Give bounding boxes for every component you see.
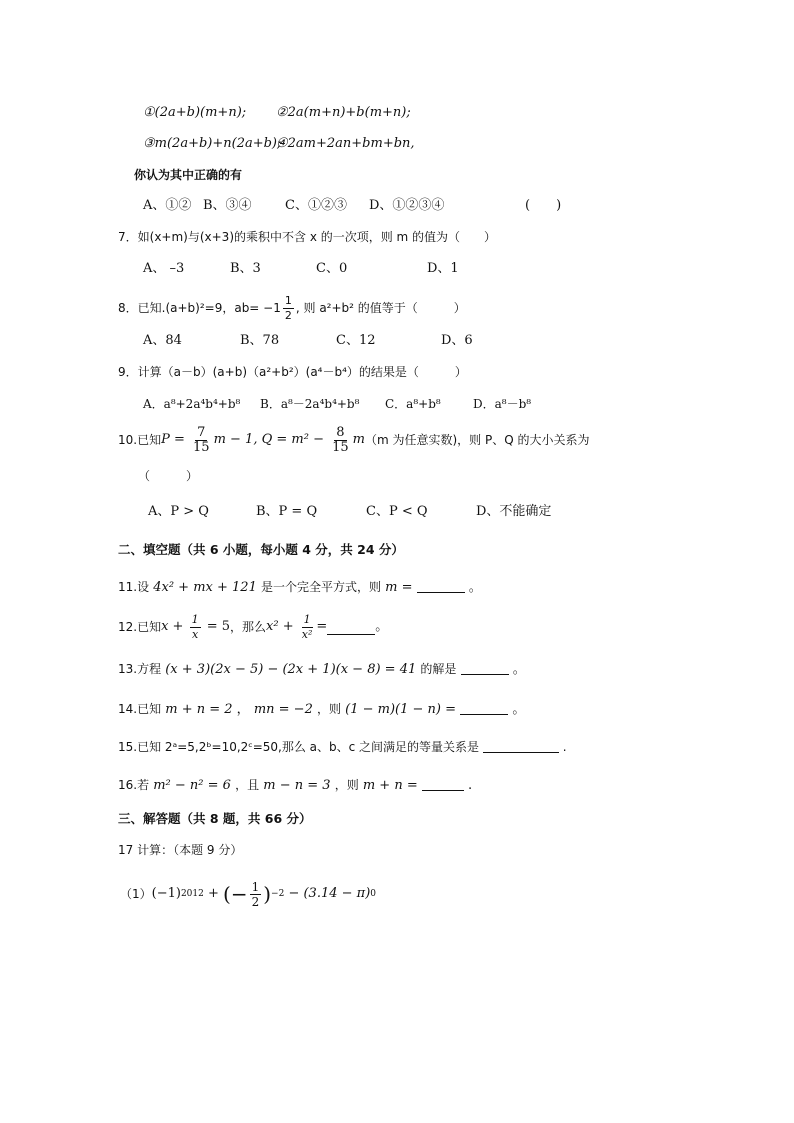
q17-stem: 17 计算：（本题 9 分） (118, 843, 243, 857)
section-3-title: 三、解答题（共 8 题，共 66 分） (118, 811, 312, 826)
q10-choice-c: C、P < Q (366, 504, 428, 519)
q13 (118, 660, 526, 679)
q9-choice-d: D．a⁸－b⁸ (473, 397, 532, 411)
q10-fraction-1 (191, 426, 212, 455)
q10-eq1: = (169, 432, 190, 447)
q10-mid1: m − 1, (213, 432, 262, 447)
q8-stem-post: , 则 a²+b² 的值等于（ ） (295, 301, 466, 315)
q10-q: Q (261, 432, 273, 447)
q14 (118, 700, 525, 719)
q6-option-1: ①(2a+b)(m+n); (143, 105, 247, 120)
q8-choice-a: A、84 (143, 333, 182, 348)
q10-fraction-2-den: 15 (332, 439, 349, 455)
q14-expr3: (1 − m)(1 − n) = (345, 702, 457, 717)
q15 (118, 738, 567, 756)
q6-choices (143, 197, 562, 215)
q17-term-2-close: ) (263, 882, 272, 906)
q10-fraction-2 (330, 426, 351, 455)
q10-fraction-1-den: 15 (193, 439, 210, 455)
q12-mid: ，那么 (230, 620, 267, 634)
q6-option-3: ③m(2a+b)+n(2a+b); (143, 136, 282, 151)
q8-stem (118, 288, 466, 328)
q14-pre: 14.已知 (118, 702, 162, 716)
q17-part-1: （1） (−1) 2012 + (− $\frac{1}{2}$ ) −2 − (3.14 − π) 0 (120, 879, 377, 909)
q12-x1: x + (161, 619, 188, 634)
q6-choice-c: C、①②③ (285, 198, 347, 213)
q6-options-line-2 (143, 135, 415, 153)
q16-mid2: ，则 (334, 778, 359, 792)
q6-options-line-1 (143, 104, 411, 122)
q11 (118, 578, 482, 597)
q13-expr: (x + 3)(2x − 5) − (2x + 1)(x − 8) = 41 (165, 662, 417, 677)
q17-term-3: − (3.14 − π) (284, 886, 371, 901)
q10-choice-d: D、不能确定 (476, 504, 552, 519)
q14-sep: ， (236, 702, 250, 717)
q16 (118, 776, 472, 795)
q9-stem: 9．计算（a－b）(a+b)（a²+b²）(a⁴－b⁴）的结果是（ ） (118, 365, 467, 379)
q14-end: 。 (512, 702, 526, 717)
q12-fraction-2 (300, 613, 315, 642)
q6-answer-paren: ( ) (525, 198, 562, 213)
q9-choices (143, 395, 532, 413)
q12-eq: = 5 (202, 619, 231, 634)
q17-part-1-label: （1） (120, 887, 152, 901)
section-2-title: 二、填空题（共 6 小题，每小题 4 分，共 24 分） (118, 542, 404, 557)
q16-answer-blank[interactable] (422, 776, 464, 791)
q8-choices (143, 332, 473, 350)
q10-choices (148, 503, 552, 521)
q8-stem-pre: 8．已知.(a+b)²=9，ab= −1 (118, 301, 281, 315)
q7-choice-d: D、1 (427, 261, 459, 276)
q16-expr3: m + n = (362, 778, 418, 793)
q6-choice-a: A、①② (143, 198, 192, 213)
q13-pre: 13.方程 (118, 662, 162, 676)
q11-var: m = (385, 580, 413, 595)
q16-pre: 16.若 (118, 778, 150, 792)
q10-eq2: = m² − (272, 432, 329, 447)
q12-answer-blank[interactable] (327, 620, 375, 635)
q17-fraction-den: 2 (251, 894, 260, 909)
q15-answer-blank[interactable] (483, 738, 559, 753)
q14-mid: ，则 (317, 702, 342, 716)
q8-choice-c: C、12 (336, 333, 376, 348)
q8-fraction-den: 2 (284, 308, 292, 322)
q17-term-1: (−1) (151, 886, 181, 901)
q14-answer-blank[interactable] (460, 700, 508, 715)
q7-choice-c: C、0 (316, 261, 348, 276)
q9-choice-b: B．a⁸－2a⁴b⁴+b⁸ (260, 397, 360, 411)
q10-post: （m 为任意实数)，则 P、Q 的大小关系为 (365, 433, 590, 447)
q17-fraction-num: 1 (251, 879, 260, 894)
q9-choice-c: C．a⁸+b⁸ (385, 397, 441, 411)
q9-choice-a: A．a⁸+2a⁴b⁴+b⁸ (143, 397, 241, 411)
q15-stem: 15.已知 2ᵃ=5,2ᵇ=10,2ᶜ=50,那么 a、b、c 之间满足的等量关系是 (118, 740, 480, 754)
q6-choice-b: B、③④ (203, 198, 252, 213)
q7-choice-b: B、3 (230, 261, 261, 276)
q12-fraction-1-num: 1 (191, 612, 199, 626)
q10-pre: 10.已知 (118, 433, 162, 447)
q10-mid2: m (352, 432, 365, 447)
q13-answer-blank[interactable] (461, 660, 509, 675)
q12-end: 。 (375, 619, 389, 634)
q6-option-4: ④2am+2an+bm+bn, (276, 136, 415, 151)
q10-paren: （ ） (138, 469, 199, 483)
q17-term-2-open: (− (223, 882, 248, 906)
q10-stem (118, 420, 590, 460)
q6-choice-d: D、①②③④ (369, 198, 445, 213)
q12-fraction-2-den: x² (301, 627, 313, 641)
q15-end: . (562, 740, 567, 754)
q11-expr: 4x² + mx + 121 (153, 580, 257, 595)
q8-choice-b: B、78 (240, 333, 280, 348)
q7-choice-a: A、 –3 (143, 261, 185, 276)
q6-prompt: 你认为其中正确的有 (134, 168, 243, 182)
q17-fraction (250, 880, 262, 909)
q17-plus: + (203, 886, 224, 901)
q16-mid: ，且 (235, 778, 260, 792)
q12-eq2: = (316, 619, 328, 634)
q16-expr1: m² − n² = 6 (153, 778, 231, 793)
q10-fraction-2-num: 8 (336, 424, 345, 440)
q8-fraction-num: 1 (284, 293, 292, 307)
q16-end: . (468, 778, 473, 793)
q10-fraction-1-num: 7 (197, 424, 206, 440)
q11-post: 是一个完全平方式，则 (260, 580, 381, 594)
q12 (118, 607, 388, 647)
q10-choice-b: B、P = Q (256, 504, 318, 519)
q12-fraction-2-num: 1 (303, 612, 311, 626)
q7-choices (143, 260, 459, 278)
q12-x2: x² + (266, 619, 298, 634)
q7-stem: 7．如(x+m)与(x+3)的乘积中不含 x 的一次项，则 m 的值为（ ） (118, 230, 497, 244)
q10-choice-a: A、P > Q (148, 504, 209, 519)
q11-answer-blank[interactable] (417, 578, 465, 593)
q12-fraction-1-den: x (191, 627, 199, 641)
q6-option-2: ②2a(m+n)+b(m+n); (276, 105, 411, 120)
q12-fraction-1 (190, 613, 201, 642)
q11-end: 。 (468, 580, 482, 595)
q14-expr2: mn = −2 (253, 702, 313, 717)
q8-fraction (283, 294, 294, 323)
q13-end: 。 (512, 662, 526, 677)
q11-pre: 11.设 (118, 580, 150, 594)
q14-expr1: m + n = 2 (165, 702, 233, 717)
q10-p: P (161, 432, 170, 447)
q8-choice-d: D、6 (441, 333, 473, 348)
q16-expr2: m − n = 3 (263, 778, 331, 793)
q13-post: 的解是 (420, 662, 457, 676)
q12-pre: 12.已知 (118, 620, 162, 634)
